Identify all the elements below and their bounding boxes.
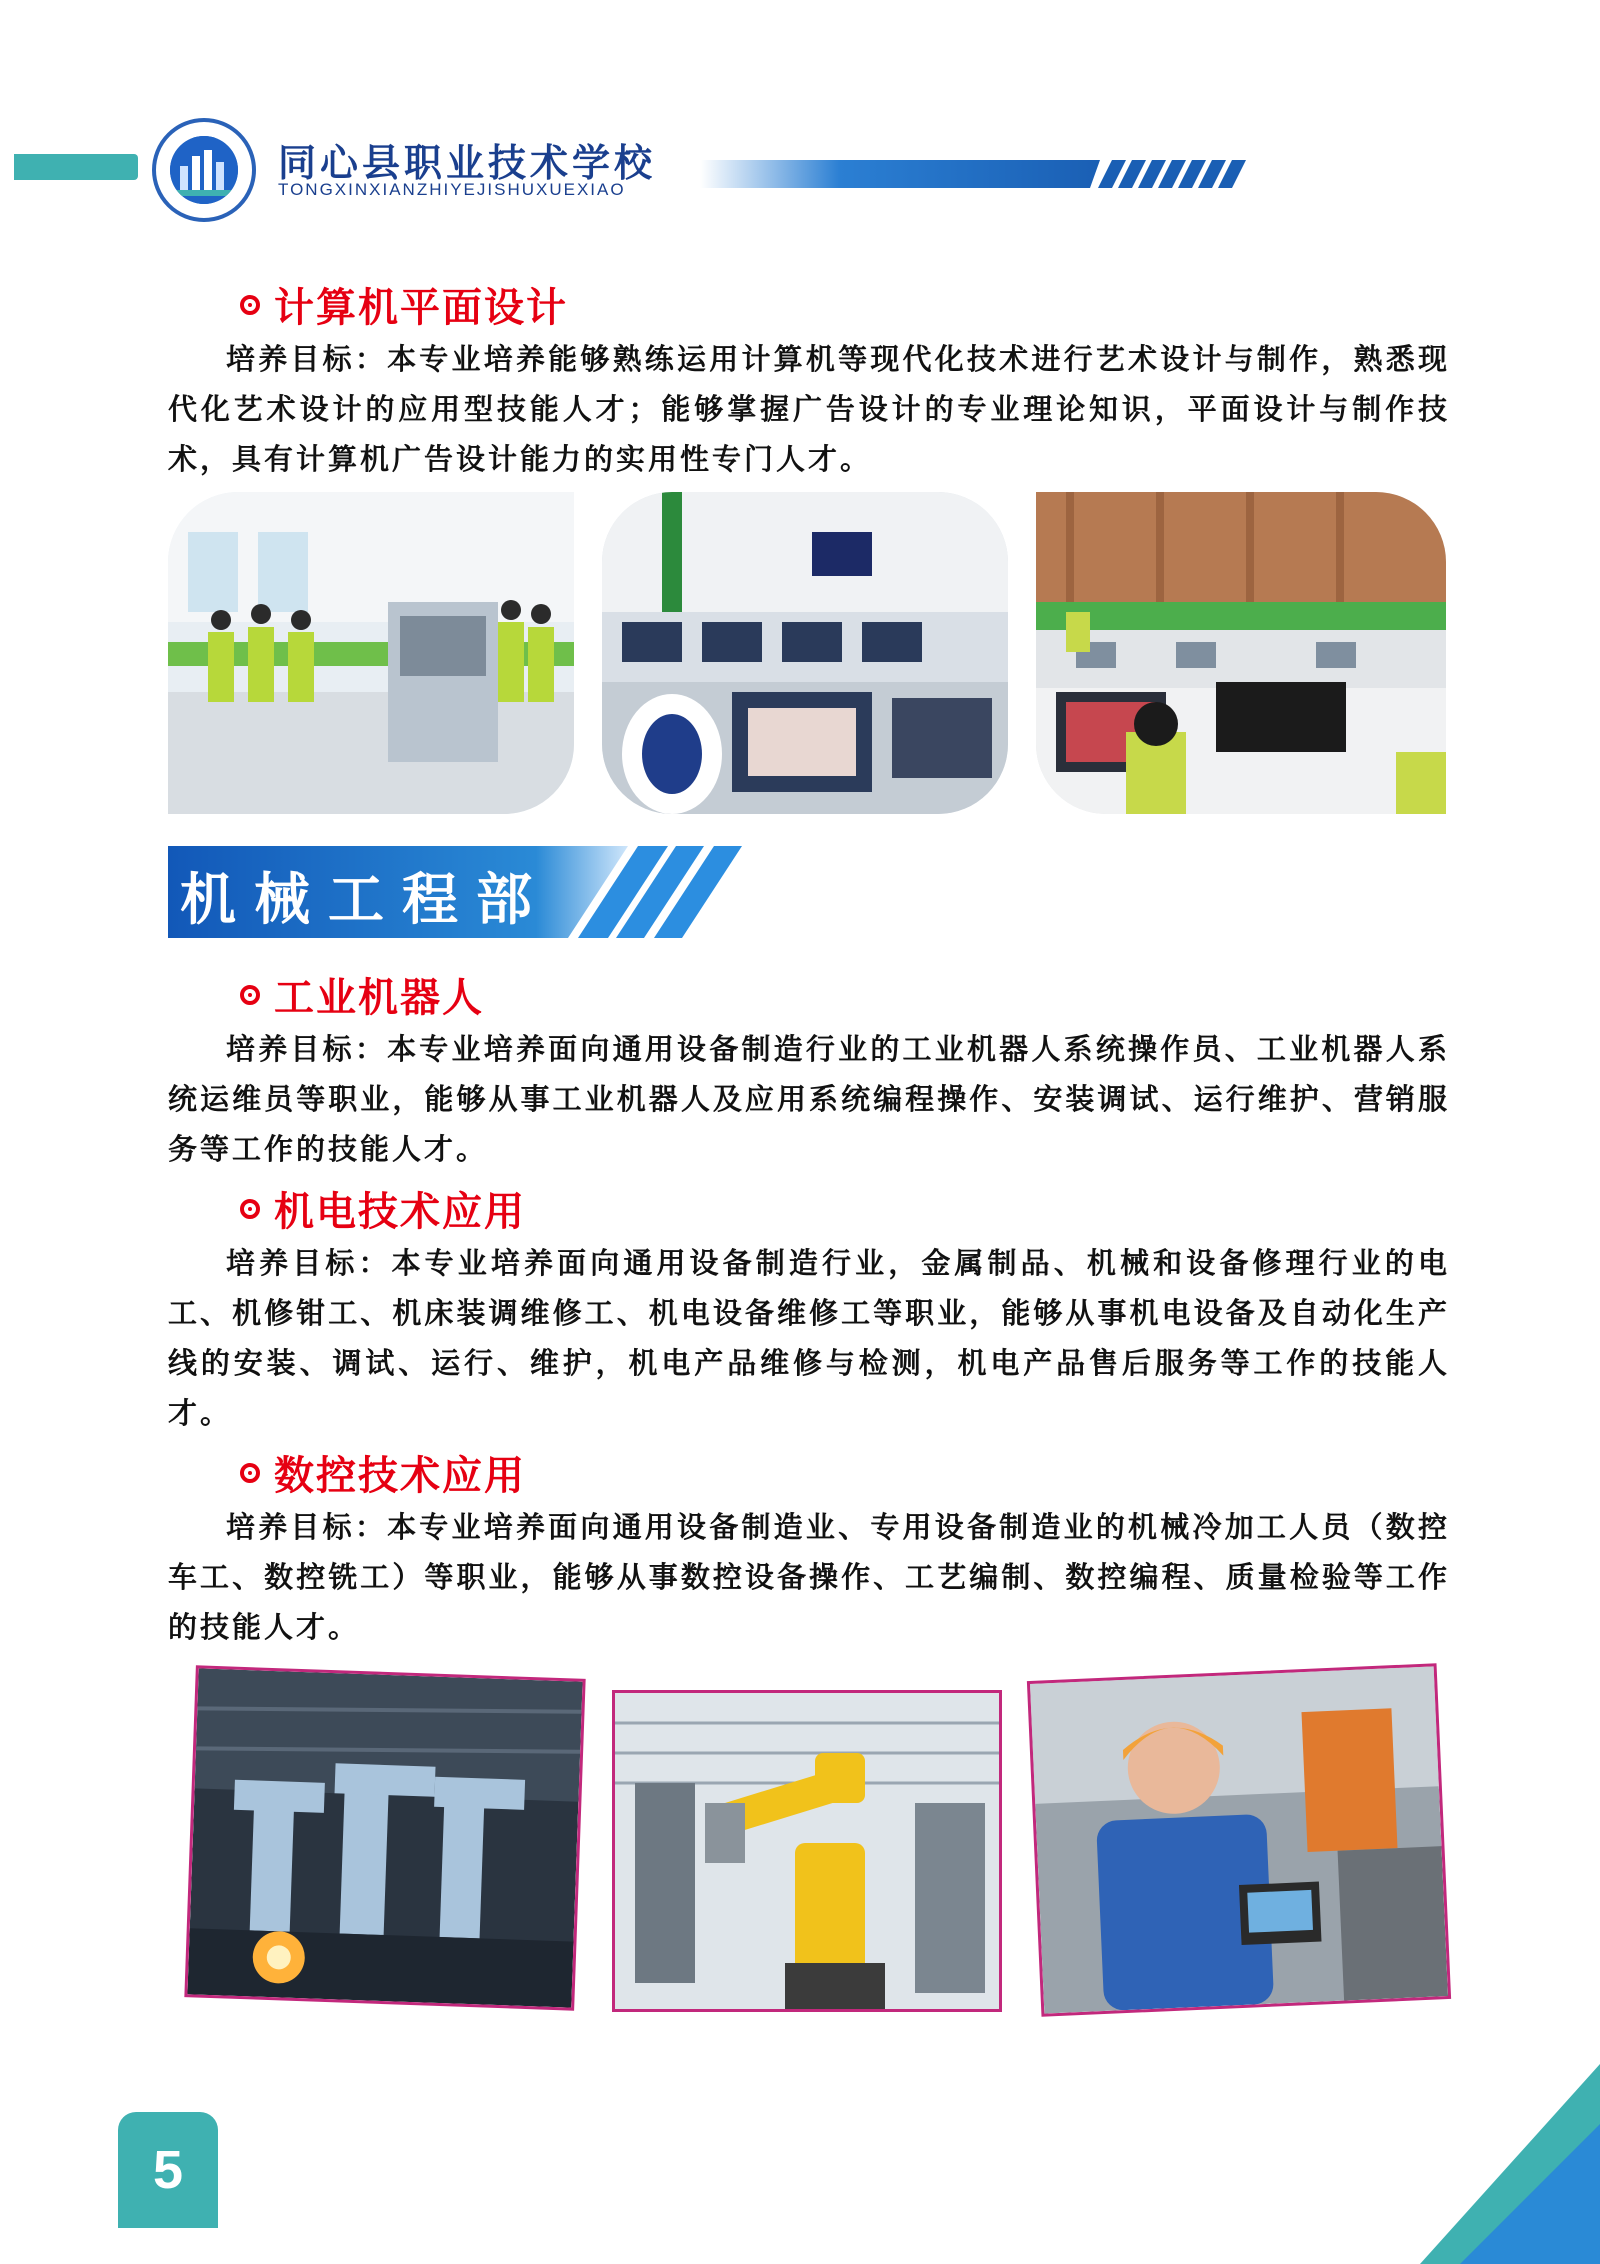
circle-bullet-icon xyxy=(240,985,260,1005)
school-name: 同心县职业技术学校 xyxy=(278,140,657,185)
section-title-graphic-design: 计算机平面设计 xyxy=(240,276,568,333)
section-title-industrial-robot: 工业机器人 xyxy=(240,966,484,1023)
photo-welding-robots xyxy=(184,1665,585,2010)
section-text-mechatronics: 培养目标：本专业培养面向通用设备制造行业，金属制品、机械和设备修理行业的电工、机修钳工、机床装调维修工、机电设备维修工等职业，能够从事机电设备及自动化生产线的安装、调试、运行、维护，机电产品维修与检测，机电产品售后服务等工作的技能人才。 xyxy=(168,1246,1450,1430)
photo-technician-controller xyxy=(1027,1663,1451,2017)
section-text-graphic-design: 培养目标：本专业培养能够熟练运用计算机等现代化技术进行艺术设计与制作，熟悉现代化艺术设计的应用型技能人才；能够掌握广告设计的专业理论知识，平面设计与制作技术，具有计算机广告设计能力的实用性专门人才。 xyxy=(168,342,1450,476)
header-right-bar xyxy=(700,160,1260,188)
department-title: 机械工程部 xyxy=(180,867,550,933)
photo-design-class xyxy=(1036,492,1446,814)
section-text-industrial-robot: 培养目标：本专业培养面向通用设备制造行业的工业机器人系统操作员、工业机器人系统运维员等职业，能够从事工业机器人及应用系统编程操作、安装调试、运行维护、营销服务等工作的技能人才。 xyxy=(168,1032,1450,1166)
photo-computer-room xyxy=(602,492,1008,814)
circle-bullet-icon xyxy=(240,1463,260,1483)
section-text-cnc: 培养目标：本专业培养面向通用设备制造业、专用设备制造业的机械冷加工人员（数控车工、数控铣工）等职业，能够从事数控设备操作、工艺编制、数控编程、质量检验等工作的技能人才。 xyxy=(168,1510,1450,1644)
section-title-mechatronics: 机电技术应用 xyxy=(240,1180,526,1237)
page-number: 5 xyxy=(118,2112,218,2228)
circle-bullet-icon xyxy=(240,1199,260,1219)
photo-classroom-lab xyxy=(168,492,574,814)
section-title-cnc: 数控技术应用 xyxy=(240,1444,526,1501)
corner-decoration xyxy=(1420,2064,1600,2264)
school-pinyin: TONGXINXIANZHIYEJISHUXUEXIAO xyxy=(278,180,626,199)
header-left-bar xyxy=(14,154,138,180)
circle-bullet-icon xyxy=(240,295,260,315)
photo-yellow-robot xyxy=(612,1690,1002,2012)
school-logo xyxy=(152,118,256,222)
